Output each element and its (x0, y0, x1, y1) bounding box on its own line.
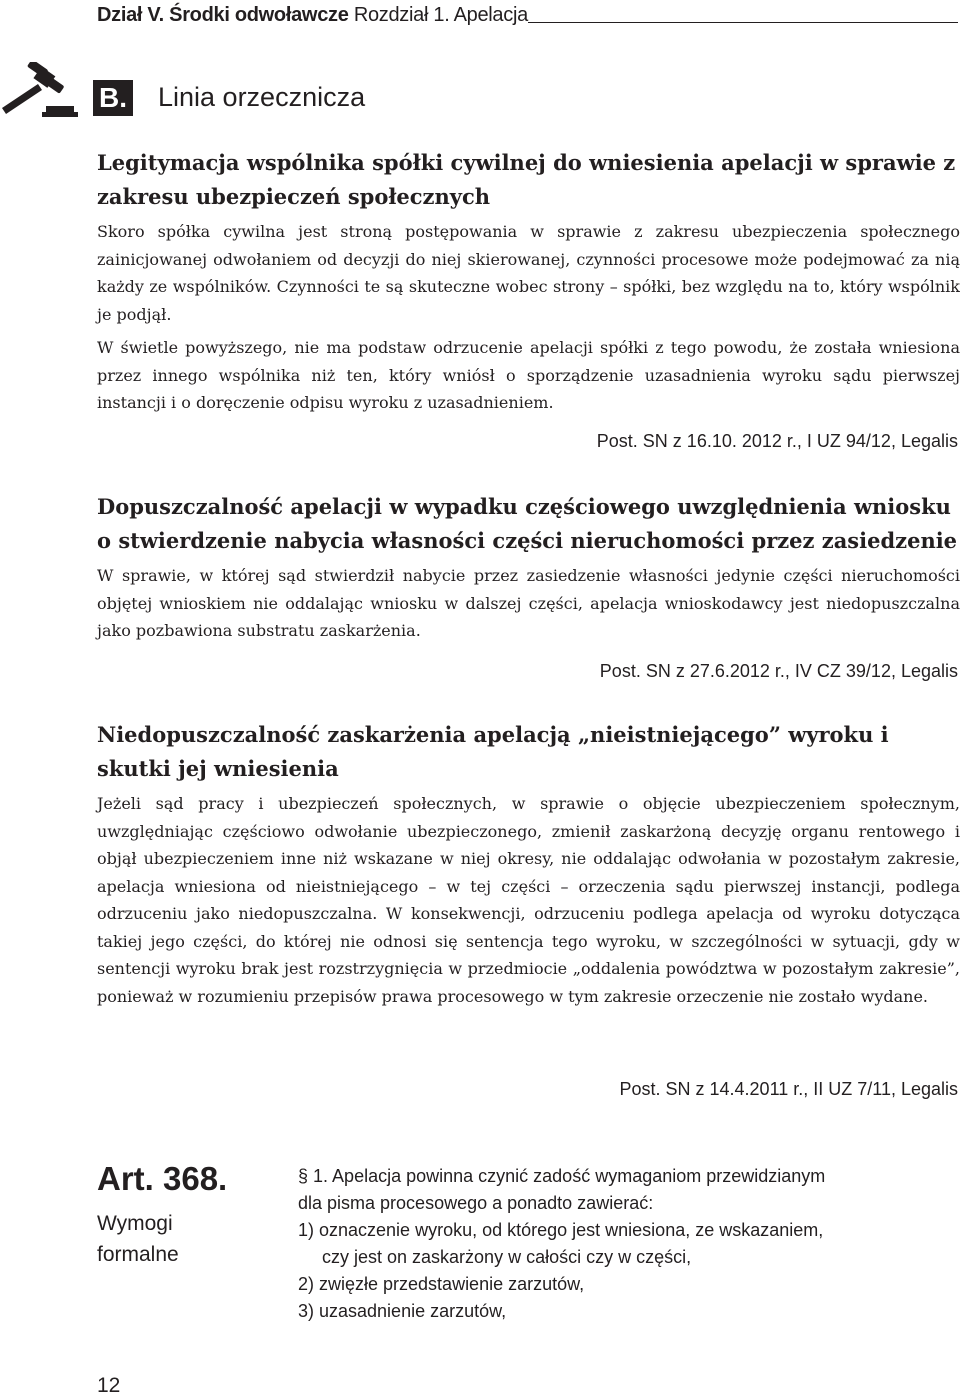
thesis-3-citation: Post. SN z 14.4.2011 r., II UZ 7/11, Legalis (619, 1079, 958, 1099)
article-p1-line2: dla pisma procesowego a ponadto zawierać: (298, 1193, 654, 1213)
thesis-title-3: Niedopuszczalność zaskarżenia apelacją „nieistniejącego” wyroku i skutki jej wniesienia (97, 722, 889, 781)
page-number: 12 (97, 1374, 121, 1397)
thesis-title-1: Legitymacja wspólnika spółki cywilnej do wniesienia apelacji w sprawie z zakresu ubezpieczeń społecznych (97, 150, 956, 209)
thesis-2-paragraph-1: W sprawie, w której sąd stwierdził nabycie przez zasiedzenie własności jedynie części nieruchomości objętej wnioskiem nie oddalając wniosku w dalszej części, apelacja wnioskodawcy jest niedopuszczalna jako pozbawiona substratu zaskarżenia. (97, 566, 960, 640)
article-item-1-line2: czy jest on zaskarżony w całości czy w części, (322, 1247, 692, 1267)
article-item-3: 3) uzasadnienie zarzutów, (298, 1301, 507, 1321)
article-number: Art. 368. (97, 1160, 228, 1197)
article-title: Wymogi formalne (97, 1212, 179, 1266)
thesis-title-2: Dopuszczalność apelacji w wypadku częściowego uwzględnienia wniosku o stwierdzenie nabycia własności części nieruchomości przez zasiedzenie (97, 494, 958, 553)
header-chapter: Rozdział 1. Apelacja (353, 4, 528, 26)
header-part: Dział V. Środki odwoławcze (97, 4, 349, 26)
section-sign: § (298, 1166, 309, 1186)
thesis-3-paragraph-1: Jeżeli sąd pracy i ubezpieczeń społecznych, w sprawie o objęcie ubezpieczeniem społecznym, uwzględniając częściowo odwołanie ubezpieczonego, zmienił zaskarżoną decyzję organu rentowego i objął ubezpieczeniem inne niż wskazane w niej okresy, nie oddalając odwołania w pozostałym zakresie, apelacja wniesiona od nieistniejącego – w tej części – orzeczenia sądu pierwszej instancji, podlega odrzuceniu jako niedopuszczalna. W konsekwencji, odrzuceniu podlega apelacja od wyroku dotycząca takiej jego części, do której nie odnosi się sentencja tego wyroku, w szczególności w sytuacji, gdy w sentencji wyroku brak jest rozstrzygnięcia w przedmiocie „oddalenia powództwa w pozostałym zakresie”, ponieważ w rozumieniu przepisów prawa procesowego w tym zakresie orzeczenie nie zostało wydane. (97, 794, 960, 1006)
header-rule (528, 22, 958, 23)
thesis-2-citation: Post. SN z 27.6.2012 r., IV CZ 39/12, Legalis (599, 661, 958, 681)
section-title: Linia orzecznicza (158, 82, 366, 112)
section-letter-box: B. (93, 80, 133, 116)
article-item-1-line1: 1) oznaczenie wyroku, od którego jest wniesiona, ze wskazaniem, (298, 1220, 824, 1240)
gavel-icon (0, 62, 82, 118)
thesis-1-citation: Post. SN z 16.10. 2012 r., I UZ 94/12, Legalis (596, 431, 958, 451)
article-p1-line1: § 1. Apelacja powinna czynić zadość wymaganiom przewidzianym (298, 1166, 826, 1186)
thesis-1-paragraph-1: Skoro spółka cywilna jest stroną postępowania w sprawie z zakresu ubezpieczenia społecznego zainicjowanej odwołaniem od decyzji do niej skierowanej, czynności procesowe może podejmować za nią każdy ze wspólników. Czynności te są skuteczne wobec strony – spółki, bez względu na to, który wspólnik je podjął. (97, 222, 960, 324)
running-header (97, 4, 528, 27)
article-paragraph-1 (298, 1163, 960, 1325)
article-item-2: 2) zwięzłe przedstawienie zarzutów, (298, 1274, 585, 1294)
thesis-1-paragraph-2: W świetle powyższego, nie ma podstaw odrzucenie apelacji spółki z tego powodu, że została wniesiona przez innego wspólnika niż ten, który wniósł o sporządzenie uzasadnienia wyroku sądu pierwszej instancji i o doręczenie odpisu wyroku z uzasadnieniem. (97, 338, 960, 412)
